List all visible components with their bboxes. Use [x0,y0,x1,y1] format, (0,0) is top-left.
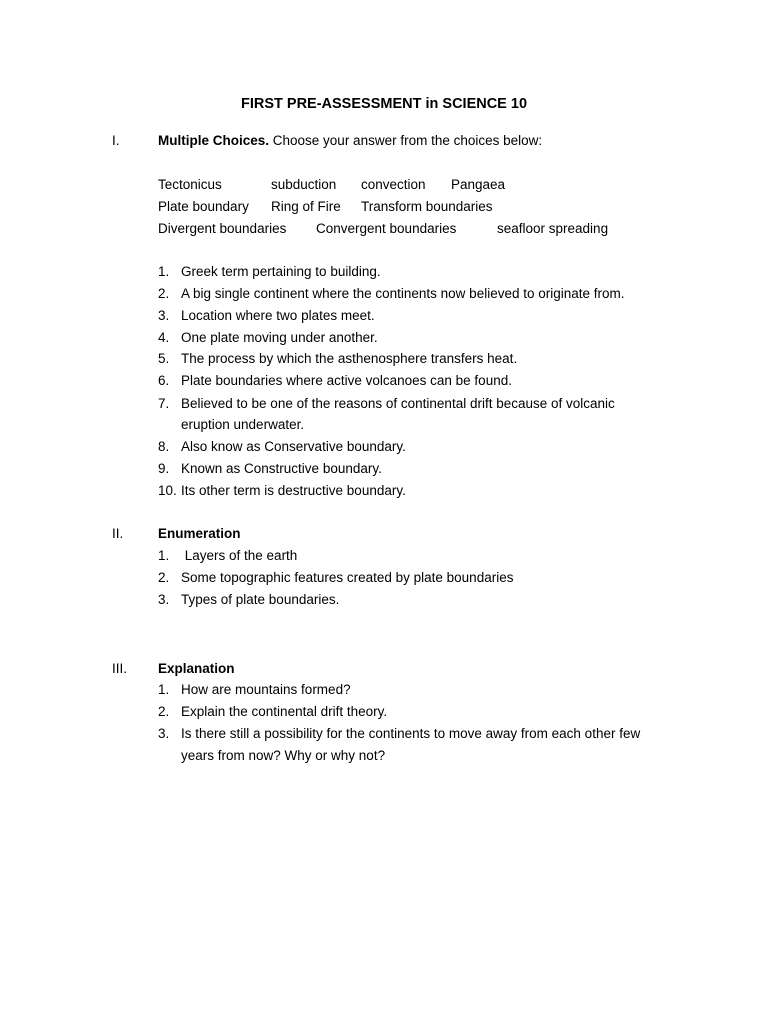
section-2-heading: Enumeration [158,526,241,541]
choice-plate-boundary: Plate boundary [158,199,249,214]
item-number: 2. [158,704,170,719]
item-number: 3. [158,592,170,607]
section-1-heading: Multiple Choices. [158,133,270,148]
item-number: 2. [158,286,170,301]
item-number: 6. [158,373,170,388]
item-number: 3. [158,726,170,741]
choice-convection: convection [361,177,426,192]
item-text: Believed to be one of the reasons of continental drift because of volcanic [181,396,615,411]
item-text: Greek term pertaining to building. [181,264,381,279]
item-number: 7. [158,396,170,411]
section-2-numeral: II. [112,526,124,541]
choice-ring-of-fire: Ring of Fire [271,199,341,214]
item-text: Some topographic features created by plate boundaries [181,570,514,585]
choice-transform-boundaries: Transform boundaries [361,199,493,214]
choice-divergent-boundaries: Divergent boundaries [158,221,287,236]
item-number: 1. [158,264,170,279]
item-text-continuation: years from now? Why or why not? [181,748,386,763]
item-number: 3. [158,308,170,323]
item-number: 10. [158,483,177,498]
section-1-instruction: Choose your answer from the choices below: [269,133,543,148]
item-text: The process by which the asthenosphere transfers heat. [181,351,518,366]
item-number: 9. [158,461,170,476]
item-number: 5. [158,351,170,366]
choice-convergent-boundaries: Convergent boundaries [316,221,457,236]
item-text: Also know as Conservative boundary. [181,439,406,454]
choice-pangaea: Pangaea [451,177,506,192]
item-number: 1. [158,548,170,563]
item-text: Is there still a possibility for the continents to move away from each other few [181,726,641,741]
item-text: Layers of the earth [181,548,298,563]
section-3-numeral: III. [112,661,128,676]
section-3-heading: Explanation [158,661,235,676]
page-title: FIRST PRE-ASSESSMENT in SCIENCE 10 [240,96,528,112]
item-text: Types of plate boundaries. [181,592,340,607]
item-text-continuation: eruption underwater. [181,417,305,432]
item-text: Explain the continental drift theory. [181,704,388,719]
section-1-numeral: I. [112,133,120,148]
item-number: 1. [158,682,170,697]
choice-seafloor-spreading: seafloor spreading [497,221,609,236]
item-text: Location where two plates meet. [181,308,375,323]
item-text: One plate moving under another. [181,330,378,345]
item-number: 4. [158,330,170,345]
item-text: Plate boundaries where active volcanoes can be found. [181,373,512,388]
item-number: 2. [158,570,170,585]
choice-tectonicus: Tectonicus [158,177,222,192]
item-number: 8. [158,439,170,454]
item-text: How are mountains formed? [181,682,351,697]
choice-subduction: subduction [271,177,337,192]
item-text: Known as Constructive boundary. [181,461,382,476]
item-text: Its other term is destructive boundary. [181,483,406,498]
item-text: A big single continent where the continents now believed to originate from. [181,286,625,301]
section-1-heading-line [158,132,542,150]
